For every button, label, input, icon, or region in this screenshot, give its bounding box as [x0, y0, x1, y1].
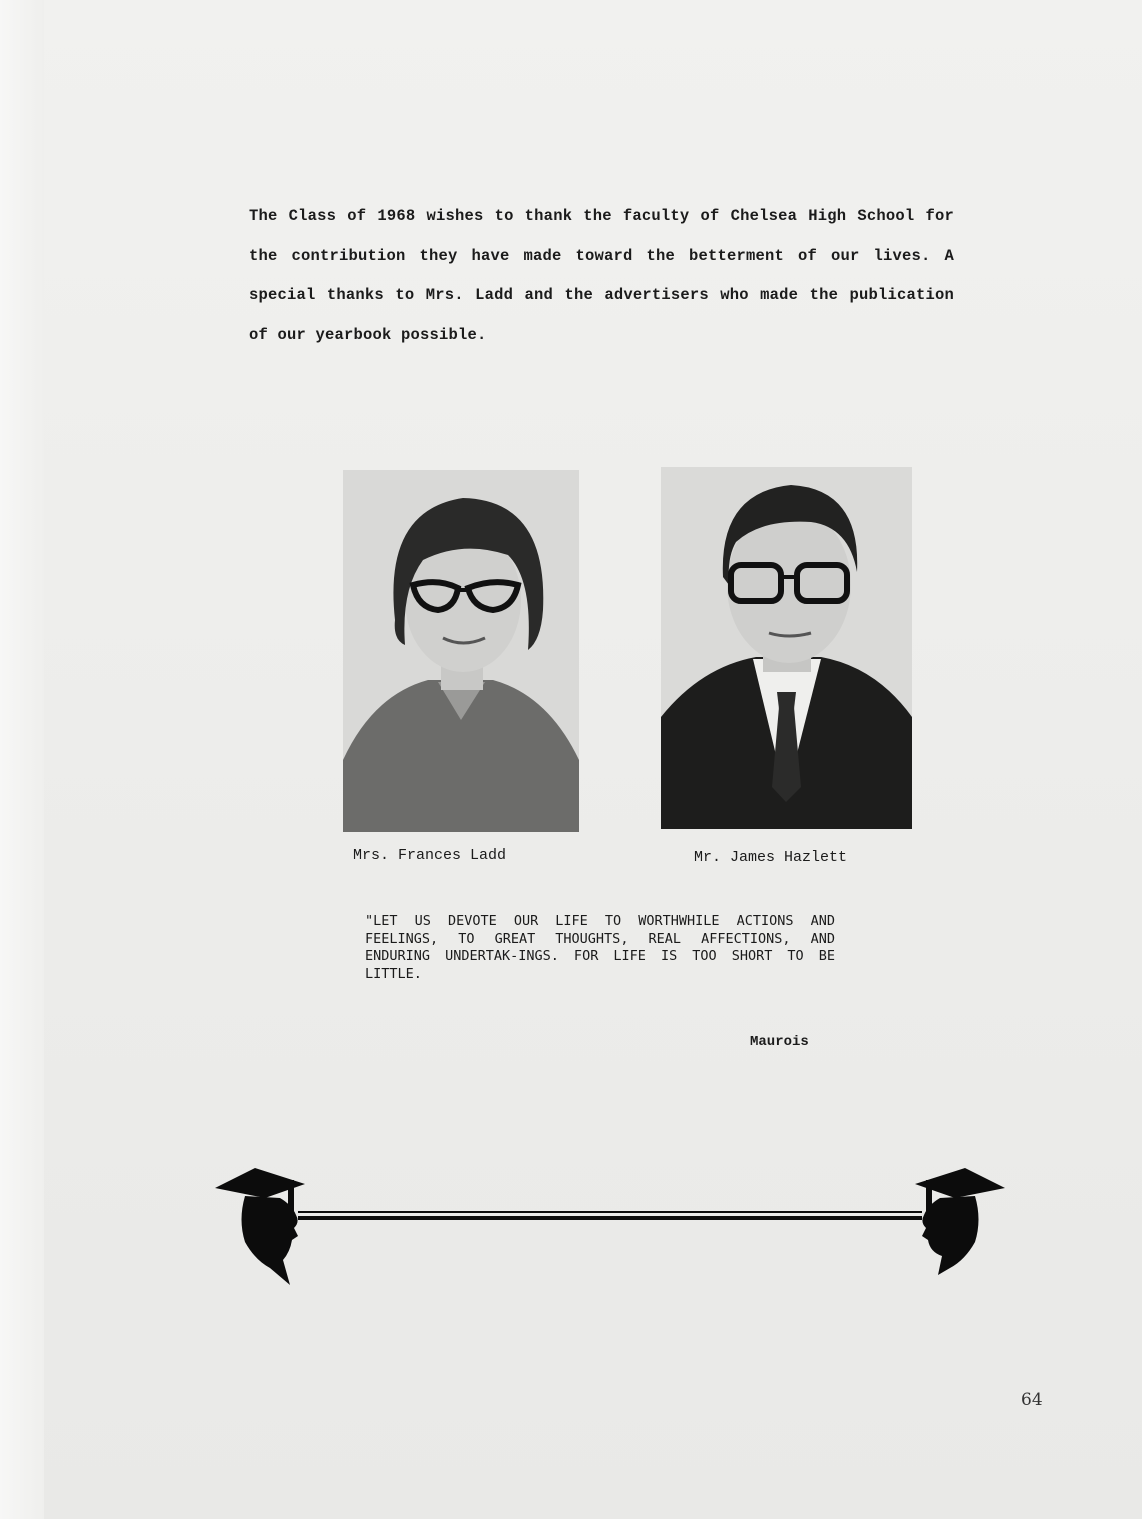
graduate-silhouette-right-icon	[915, 1168, 1005, 1275]
intro-paragraph: The Class of 1968 wishes to thank the faculty of Chelsea High School for the contribution they have made toward the betterment of our lives. A special thanks to Mrs. Ladd and the advertisers who made the publication of our yearbook possible.	[249, 207, 954, 344]
page-edge	[0, 0, 44, 1519]
quote-author: Maurois	[750, 1034, 809, 1050]
caption-hazlett: Mr. James Hazlett	[694, 849, 848, 866]
caption-ladd: Mrs. Frances Ladd	[353, 847, 507, 864]
portrait-frances-ladd	[343, 470, 579, 832]
divider-lines	[298, 1212, 922, 1218]
quote-text: "LET US DEVOTE OUR LIFE TO WORTHWHILE ACTIONS AND FEELINGS, TO GREAT THOUGHTS, REAL AFFECTIONS, AND ENDURING UNDERTAK-INGS. FOR LIFE IS TOO SHORT TO BE LITTLE.	[365, 913, 835, 982]
portrait-james-hazlett	[661, 467, 912, 829]
page-number: 64	[1021, 1390, 1043, 1410]
graduate-silhouette-left-icon	[215, 1168, 305, 1285]
graduate-silhouette-divider	[210, 1160, 1010, 1290]
